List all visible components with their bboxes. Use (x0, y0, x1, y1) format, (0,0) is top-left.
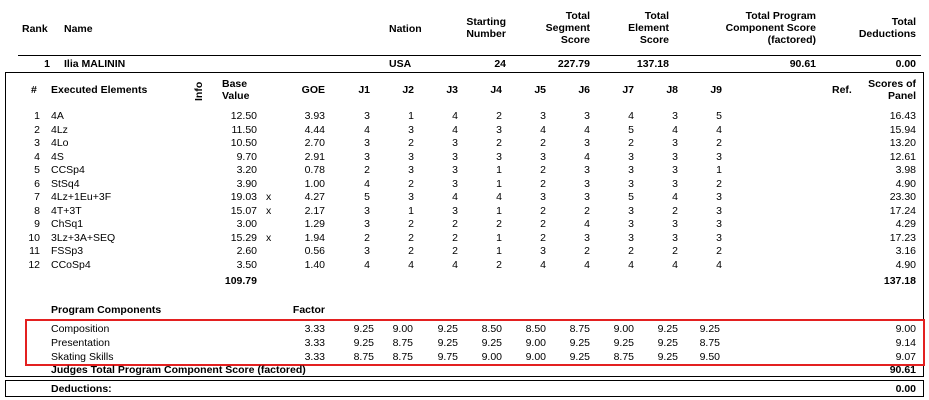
judge-header-8: J8 (666, 84, 678, 96)
component-judge-score-8: 9.25 (657, 337, 678, 349)
component-judge-score-9: 8.75 (699, 337, 720, 349)
component-score: 9.00 (895, 323, 916, 335)
deductions-value: 0.00 (895, 383, 916, 395)
judge-score-7: 3 (628, 231, 634, 244)
judge-score-5: 3 (540, 245, 546, 257)
judge-score-9: 3 (716, 191, 722, 203)
skater-starting-number: 24 (494, 58, 506, 70)
judge-score-5: 2 (540, 204, 546, 217)
deductions-box (5, 380, 924, 397)
judge-score-2: 3 (408, 191, 414, 203)
judge-header-4: J4 (490, 84, 502, 96)
skater-nation: USA (389, 58, 412, 70)
judge-score-5: 2 (540, 137, 546, 149)
judge-score-8: 4 (672, 123, 678, 136)
judge-score-1: 4 (364, 123, 370, 136)
component-judge-score-6: 9.25 (569, 337, 590, 349)
element-goe: 2.17 (304, 204, 325, 217)
element-base-value: 2.60 (236, 245, 257, 257)
judge-score-5: 4 (540, 258, 546, 271)
judge-score-1: 3 (364, 150, 370, 163)
component-judge-score-1: 9.25 (353, 337, 374, 349)
judge-score-6: 4 (584, 123, 590, 136)
ref-header: Ref. (832, 84, 852, 96)
judge-score-1: 4 (364, 258, 370, 271)
element-score-header-3: Score (639, 34, 669, 46)
element-panel-score: 23.30 (889, 191, 916, 203)
judge-score-6: 4 (584, 150, 590, 163)
element-base-value: 12.50 (230, 110, 257, 122)
judge-score-8: 2 (672, 204, 678, 217)
judge-score-9: 2 (716, 245, 722, 257)
element-goe: 0.78 (304, 164, 325, 176)
component-judge-score-6: 9.25 (569, 351, 590, 363)
pcs-header-3: (factored) (767, 34, 816, 46)
element-base-value: 3.00 (236, 218, 257, 230)
element-panel-score: 3.98 (895, 164, 916, 176)
judge-score-3: 2 (452, 245, 458, 257)
element-number: 5 (34, 164, 40, 176)
judge-score-3: 3 (452, 150, 458, 163)
element-bonus-marker: x (266, 204, 272, 217)
judge-score-9: 2 (716, 177, 722, 190)
component-factor: 3.33 (304, 323, 325, 335)
segment-score-header-2: Segment (545, 22, 590, 34)
judge-score-8: 3 (672, 218, 678, 230)
nation-header: Nation (389, 23, 422, 35)
judge-score-1: 3 (364, 218, 370, 230)
judge-score-4: 3 (496, 150, 502, 163)
judge-score-1: 3 (364, 245, 370, 257)
component-judge-score-8: 9.25 (657, 323, 678, 335)
skater-name: Ilia MALININ (64, 58, 126, 70)
judge-score-4: 1 (496, 245, 502, 257)
scores-of-panel-header-2: Panel (887, 90, 916, 102)
element-number: 1 (34, 110, 40, 122)
element-number: 2 (34, 123, 40, 136)
judge-score-4: 1 (496, 204, 502, 217)
component-judge-score-4: 9.25 (481, 337, 502, 349)
elements-base-total: 109.79 (224, 275, 257, 287)
base-value-header-2: Value (222, 90, 250, 102)
element-base-value: 15.29 (230, 231, 257, 244)
judge-score-7: 5 (628, 191, 634, 203)
element-number: 8 (34, 204, 40, 217)
pcs-header-2: Component Score (725, 22, 816, 34)
element-panel-score: 13.20 (889, 137, 916, 149)
element-score-header-1: Total (644, 10, 669, 22)
judge-header-2: J2 (402, 84, 414, 96)
element-name: 4T+3T (51, 204, 82, 217)
judge-score-5: 2 (540, 177, 546, 190)
element-name: ChSq1 (51, 218, 84, 230)
element-panel-score: 4.90 (895, 258, 916, 271)
component-judge-score-2: 8.75 (392, 351, 413, 363)
judge-score-8: 3 (672, 177, 678, 190)
component-score: 9.14 (895, 337, 916, 349)
component-judge-score-7: 9.00 (613, 323, 634, 335)
judge-score-9: 3 (716, 218, 722, 230)
judge-score-9: 5 (716, 110, 722, 122)
component-score: 9.07 (895, 351, 916, 363)
judge-score-1: 2 (364, 164, 370, 176)
judge-score-5: 3 (540, 110, 546, 122)
element-number: 10 (28, 231, 40, 244)
name-header: Name (64, 23, 93, 35)
judge-score-2: 3 (408, 164, 414, 176)
judge-score-3: 4 (452, 123, 458, 136)
component-judge-score-4: 9.00 (481, 351, 502, 363)
judge-score-3: 4 (452, 258, 458, 271)
element-base-value: 10.50 (230, 137, 257, 149)
judge-score-6: 2 (584, 204, 590, 217)
judge-score-9: 4 (716, 123, 722, 136)
judge-score-2: 3 (408, 150, 414, 163)
component-judge-score-2: 9.00 (392, 323, 413, 335)
judge-score-4: 2 (496, 218, 502, 230)
judge-score-4: 1 (496, 231, 502, 244)
element-goe: 4.44 (304, 123, 325, 136)
judge-score-2: 2 (408, 245, 414, 257)
judge-score-8: 4 (672, 191, 678, 203)
deductions-header-1: Total (891, 16, 916, 28)
element-panel-score: 17.24 (889, 204, 916, 217)
judge-score-4: 1 (496, 177, 502, 190)
judge-score-6: 2 (584, 245, 590, 257)
component-judge-score-1: 8.75 (353, 351, 374, 363)
factor-header: Factor (292, 304, 325, 316)
judge-score-4: 3 (496, 123, 502, 136)
component-judge-score-8: 9.25 (657, 351, 678, 363)
judge-score-8: 3 (672, 164, 678, 176)
component-factor: 3.33 (304, 337, 325, 349)
judge-score-4: 2 (496, 110, 502, 122)
judge-score-5: 2 (540, 218, 546, 230)
element-panel-score: 17.23 (889, 231, 916, 244)
judge-score-6: 3 (584, 191, 590, 203)
judges-total-value: 90.61 (889, 364, 916, 376)
judge-score-9: 4 (716, 258, 722, 271)
deductions-header-2: Deductions (858, 28, 916, 40)
judge-score-6: 4 (584, 258, 590, 271)
component-judge-score-6: 8.75 (569, 323, 590, 335)
element-panel-score: 3.16 (895, 245, 916, 257)
component-judge-score-5: 8.50 (525, 323, 546, 335)
judge-score-8: 3 (672, 150, 678, 163)
judge-score-2: 3 (408, 123, 414, 136)
element-panel-score: 4.29 (895, 218, 916, 230)
segment-score-header-1: Total (565, 10, 590, 22)
judge-score-6: 4 (584, 218, 590, 230)
judge-score-7: 3 (628, 177, 634, 190)
element-number: 7 (34, 191, 40, 203)
judge-score-9: 1 (716, 164, 722, 176)
element-number: 3 (34, 137, 40, 149)
element-base-value: 15.07 (230, 204, 257, 217)
judge-header-5: J5 (534, 84, 546, 96)
element-base-value: 3.50 (236, 258, 257, 271)
judge-score-7: 5 (628, 123, 634, 136)
judge-score-2: 1 (408, 204, 414, 217)
element-name: 4Lo (51, 137, 69, 149)
starting-number-header-2: Number (466, 28, 506, 40)
judge-score-3: 2 (452, 231, 458, 244)
judge-score-7: 3 (628, 150, 634, 163)
skater-rank: 1 (44, 58, 50, 70)
pcs-header-1: Total Program (745, 10, 816, 22)
component-judge-score-5: 9.00 (525, 337, 546, 349)
component-judge-score-7: 8.75 (613, 351, 634, 363)
judge-score-5: 3 (540, 150, 546, 163)
element-base-value: 11.50 (231, 123, 257, 136)
info-header: Info (193, 81, 205, 101)
judge-score-3: 3 (452, 177, 458, 190)
element-panel-score: 16.43 (889, 110, 916, 122)
judge-score-7: 2 (628, 245, 634, 257)
element-name: 4S (51, 150, 64, 163)
judge-score-9: 3 (716, 150, 722, 163)
judge-score-3: 3 (452, 164, 458, 176)
element-panel-score: 15.94 (889, 123, 916, 136)
element-panel-score: 4.90 (895, 177, 916, 190)
element-name: FSSp3 (51, 245, 84, 257)
component-judge-score-5: 9.00 (525, 351, 546, 363)
base-value-header-1: Base (222, 78, 248, 90)
skater-pcs: 90.61 (789, 58, 816, 70)
judge-score-5: 2 (540, 164, 546, 176)
judge-score-7: 3 (628, 164, 634, 176)
judge-score-8: 2 (672, 245, 678, 257)
element-goe: 0.56 (304, 245, 325, 257)
executed-elements-header: Executed Elements (51, 84, 148, 96)
judge-score-5: 3 (540, 191, 546, 203)
judge-score-7: 3 (628, 218, 634, 230)
header-divider (18, 55, 921, 56)
judge-score-6: 3 (584, 137, 590, 149)
judge-header-7: J7 (622, 84, 634, 96)
judge-score-1: 3 (364, 110, 370, 122)
starting-number-header-1: Starting (466, 16, 506, 28)
goe-header: GOE (301, 84, 325, 96)
judge-score-4: 2 (496, 258, 502, 271)
component-judge-score-2: 8.75 (392, 337, 413, 349)
judge-score-4: 2 (496, 137, 502, 149)
segment-score-header-3: Score (560, 34, 590, 46)
element-score-header-2: Element (628, 22, 669, 34)
element-bonus-marker: x (266, 191, 272, 203)
judge-score-3: 2 (452, 218, 458, 230)
element-goe: 4.27 (304, 191, 325, 203)
judge-score-6: 3 (584, 231, 590, 244)
skater-segment-score: 227.79 (557, 58, 590, 70)
judge-score-9: 2 (716, 137, 722, 149)
judge-score-8: 3 (672, 110, 678, 122)
element-name: 4Lz+1Eu+3F (51, 191, 112, 203)
elements-score-total: 137.18 (883, 275, 916, 287)
element-num-header: # (31, 84, 37, 96)
component-judge-score-9: 9.50 (699, 351, 720, 363)
program-components-title: Program Components (51, 304, 162, 316)
judge-score-2: 1 (408, 110, 414, 122)
element-number: 6 (34, 177, 40, 190)
judge-score-3: 4 (452, 110, 458, 122)
judge-score-2: 2 (408, 137, 414, 149)
judge-score-6: 3 (584, 110, 590, 122)
element-base-value: 3.20 (236, 164, 257, 176)
component-name: Presentation (51, 337, 110, 349)
judge-score-8: 3 (672, 137, 678, 149)
element-number: 11 (29, 245, 40, 257)
element-goe: 3.93 (304, 110, 325, 122)
element-name: 4A (51, 110, 64, 122)
component-name: Skating Skills (51, 351, 114, 363)
judge-score-9: 3 (716, 204, 722, 217)
judge-score-1: 4 (364, 177, 370, 190)
judge-score-5: 4 (540, 123, 546, 136)
judge-score-3: 4 (452, 191, 458, 203)
element-name: 3Lz+3A+SEQ (51, 231, 116, 244)
judge-score-6: 3 (584, 164, 590, 176)
judge-score-7: 4 (628, 110, 634, 122)
scores-of-panel-header-1: Scores of (868, 78, 916, 90)
judge-score-1: 5 (364, 191, 370, 203)
judge-header-1: J1 (358, 84, 370, 96)
component-judge-score-7: 9.25 (613, 337, 634, 349)
judges-total-label: Judges Total Program Component Score (factored) (51, 364, 306, 376)
element-number: 9 (34, 218, 40, 230)
judge-score-2: 2 (408, 231, 414, 244)
component-judge-score-9: 9.25 (699, 323, 720, 335)
judge-score-8: 4 (672, 258, 678, 271)
judge-score-7: 4 (628, 258, 634, 271)
rank-header: Rank (22, 23, 48, 35)
judge-score-7: 2 (628, 137, 634, 149)
element-panel-score: 12.61 (889, 150, 916, 163)
skater-deductions: 0.00 (895, 58, 916, 70)
component-judge-score-3: 9.25 (437, 323, 458, 335)
judge-score-9: 3 (716, 231, 722, 244)
judge-score-4: 4 (496, 191, 502, 203)
element-goe: 1.00 (304, 177, 325, 190)
judge-header-9: J9 (710, 84, 722, 96)
component-name: Composition (51, 323, 110, 335)
judge-score-3: 3 (452, 204, 458, 217)
element-base-value: 9.70 (236, 150, 257, 163)
judge-score-8: 3 (672, 231, 678, 244)
element-number: 4 (34, 150, 40, 163)
judge-score-2: 4 (408, 258, 414, 271)
element-goe: 1.94 (304, 231, 325, 244)
component-judge-score-1: 9.25 (353, 323, 374, 335)
element-goe: 2.91 (304, 150, 325, 163)
element-name: CCSp4 (51, 164, 85, 176)
component-judge-score-4: 8.50 (481, 323, 502, 335)
element-name: StSq4 (51, 177, 80, 190)
judge-score-2: 2 (408, 218, 414, 230)
element-name: 4Lz (51, 123, 68, 136)
element-goe: 1.40 (304, 258, 325, 271)
highlight-box (25, 319, 925, 366)
judge-score-1: 3 (364, 137, 370, 149)
element-goe: 1.29 (304, 218, 325, 230)
judge-score-3: 3 (452, 137, 458, 149)
deductions-label: Deductions: (51, 383, 112, 395)
element-number: 12 (28, 258, 40, 271)
judge-score-6: 3 (584, 177, 590, 190)
skater-element-score: 137.18 (636, 58, 669, 70)
element-base-value: 3.90 (236, 177, 257, 190)
element-base-value: 19.03 (230, 191, 257, 203)
element-name: CCoSp4 (51, 258, 91, 271)
judge-score-5: 2 (540, 231, 546, 244)
element-goe: 2.70 (304, 137, 325, 149)
judge-score-4: 1 (496, 164, 502, 176)
judge-header-6: J6 (578, 84, 590, 96)
element-bonus-marker: x (266, 231, 272, 244)
judge-score-1: 3 (364, 204, 370, 217)
component-factor: 3.33 (304, 351, 325, 363)
component-judge-score-3: 9.25 (437, 337, 458, 349)
component-judge-score-3: 9.75 (437, 351, 458, 363)
judge-score-1: 2 (364, 231, 370, 244)
judge-score-2: 2 (408, 177, 414, 190)
judge-score-7: 3 (628, 204, 634, 217)
judge-header-3: J3 (446, 84, 458, 96)
